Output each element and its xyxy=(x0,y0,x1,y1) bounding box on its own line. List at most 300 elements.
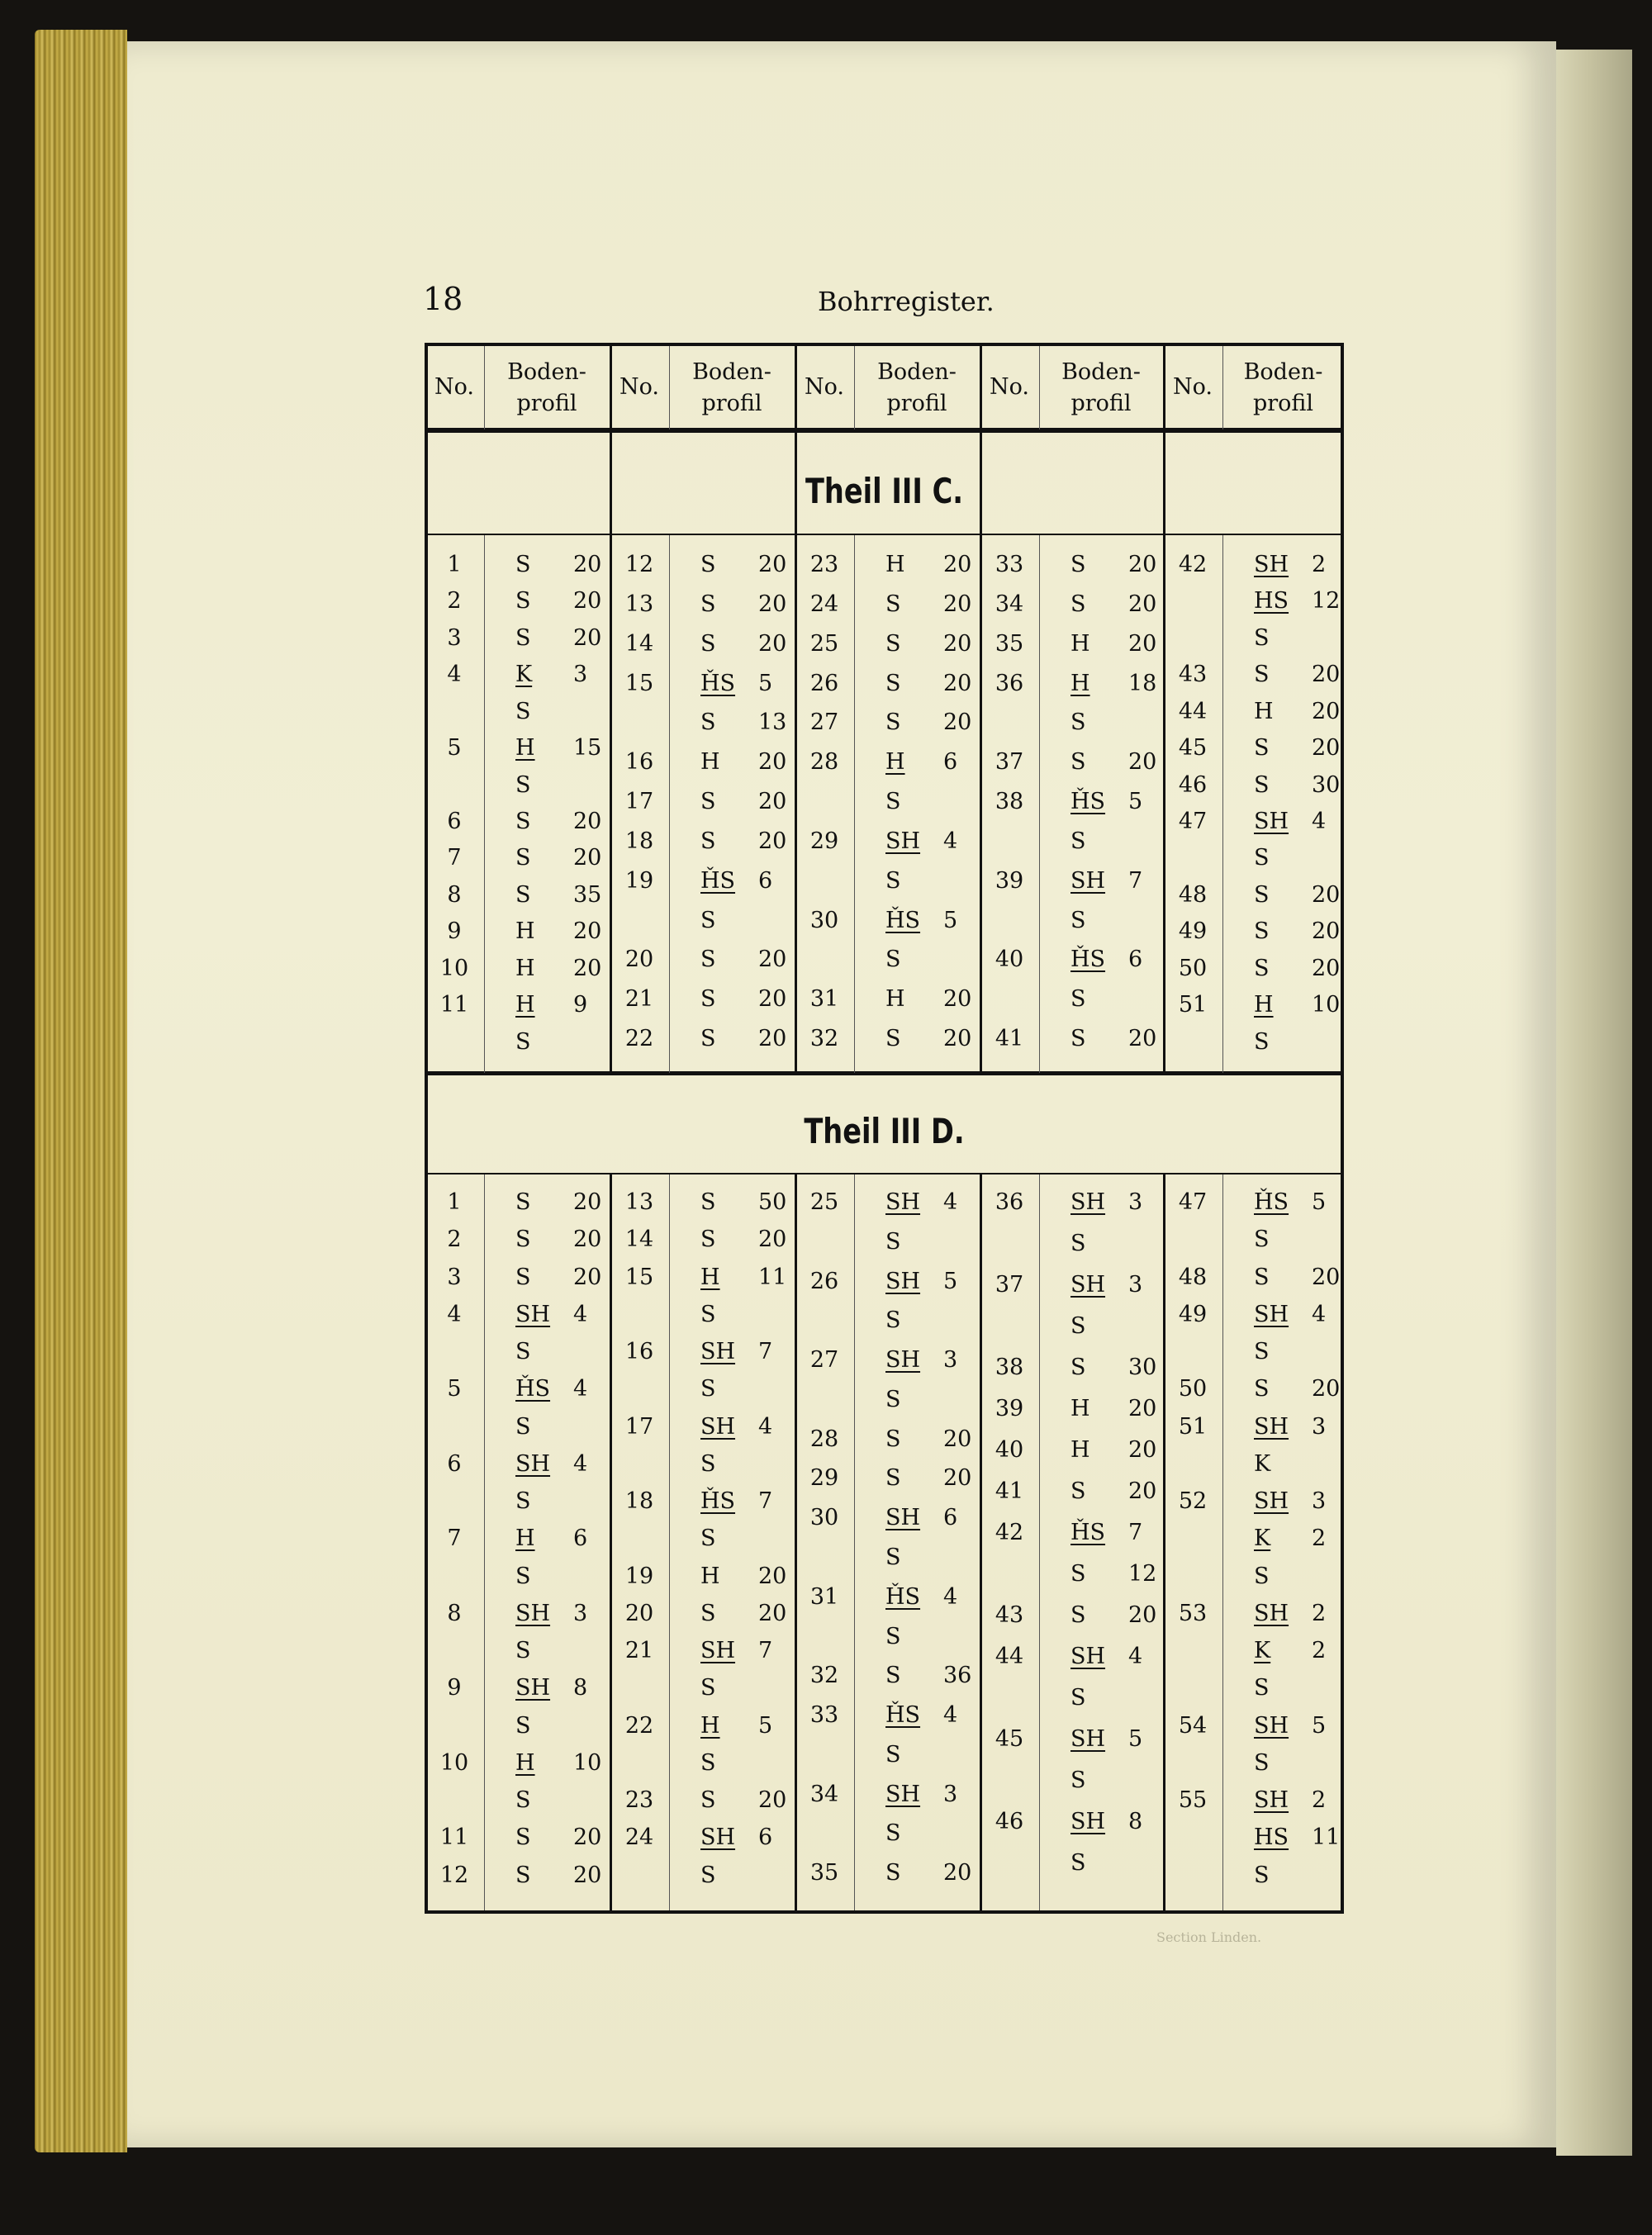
bodenprofil-cell xyxy=(700,1638,808,1664)
bodenprofil-cell xyxy=(700,1376,808,1402)
soil-code: ȞS xyxy=(700,867,736,894)
soil-code: S xyxy=(1070,709,1086,736)
row-number: 11 xyxy=(439,1825,469,1851)
row-number: 53 xyxy=(1178,1600,1208,1626)
row-number: 13 xyxy=(624,591,654,617)
row-number: 16 xyxy=(624,749,654,776)
bodenprofil-cell xyxy=(1070,671,1178,697)
bodenprofil-cell xyxy=(1254,1750,1361,1777)
soil-code: S xyxy=(700,828,716,854)
bodenprofil-cell xyxy=(1070,1726,1178,1753)
bodenprofil-cell xyxy=(700,1414,808,1440)
bodenprofil-cell xyxy=(515,1526,623,1552)
bodenprofil-cell xyxy=(885,1026,993,1052)
bodenprofil-cell xyxy=(515,1638,623,1664)
subcolumn-divider xyxy=(854,535,855,1073)
depth-value: 20 xyxy=(1128,1396,1157,1421)
row-number: 38 xyxy=(995,1355,1024,1380)
bodenprofil-cell xyxy=(1070,1850,1178,1877)
soil-code: S xyxy=(885,789,901,815)
soil-code: S xyxy=(515,1413,531,1440)
soil-code: H xyxy=(1254,698,1274,724)
bodenprofil-cell xyxy=(885,1387,993,1413)
bodenprofil-cell xyxy=(700,1862,808,1889)
depth-value: 5 xyxy=(943,1268,958,1294)
header-bodenprofil xyxy=(1222,357,1344,420)
bodenprofil-cell xyxy=(1070,1561,1178,1587)
bodenprofil-cell xyxy=(1070,1437,1178,1464)
row-number: 45 xyxy=(1178,735,1208,762)
depth-value: 4 xyxy=(758,1413,773,1440)
row-number: 49 xyxy=(1178,918,1208,945)
bodenprofil-cell xyxy=(885,1189,993,1216)
depth-value: 50 xyxy=(758,1189,787,1215)
depth-value: 30 xyxy=(1312,771,1341,798)
depth-value: 20 xyxy=(943,986,972,1013)
header-bodenprofil-line: Boden- xyxy=(692,359,771,385)
soil-code: S xyxy=(885,670,901,696)
soil-code: SH xyxy=(1254,1600,1289,1626)
soil-code: H xyxy=(700,749,720,776)
subcolumn-divider xyxy=(669,346,670,429)
soil-code: SH xyxy=(1070,1272,1106,1298)
row-number: 54 xyxy=(1178,1712,1208,1739)
bodenprofil-cell xyxy=(885,1782,993,1808)
header-bodenprofil-line: profil xyxy=(1070,391,1132,416)
subcolumn-divider xyxy=(1222,346,1223,429)
depth-value: 20 xyxy=(758,1026,787,1052)
row-number: 19 xyxy=(624,867,654,894)
bodenprofil-cell xyxy=(1070,1478,1178,1505)
soil-code: S xyxy=(515,1563,531,1589)
depth-value: 7 xyxy=(758,1339,773,1365)
bodenprofil-cell xyxy=(885,908,993,934)
row-number: 20 xyxy=(624,1600,654,1626)
bodenprofil-cell xyxy=(1254,1825,1361,1851)
depth-value: 20 xyxy=(573,1189,602,1215)
depth-value: 20 xyxy=(758,947,787,973)
bodenprofil-cell xyxy=(515,809,623,835)
soil-code: S xyxy=(515,698,531,724)
row-number: 49 xyxy=(1178,1301,1208,1327)
soil-code: S xyxy=(700,1450,716,1477)
row-number: 48 xyxy=(1178,881,1208,908)
row-number: 29 xyxy=(809,1465,839,1492)
soil-code: S xyxy=(700,1189,716,1215)
depth-value: 20 xyxy=(573,1862,602,1888)
row-number: 2 xyxy=(447,1227,462,1253)
soil-code: S xyxy=(700,1526,716,1552)
soil-code: SH xyxy=(515,1675,551,1701)
row-number: 11 xyxy=(439,992,469,1018)
bodenprofil-cell xyxy=(1070,1189,1178,1216)
depth-value: 20 xyxy=(573,1825,602,1851)
header-bodenprofil-line: profil xyxy=(886,391,947,416)
subcolumn-divider xyxy=(484,1174,485,1910)
row-number: 4 xyxy=(447,1301,462,1327)
bodenprofil-cell xyxy=(515,1189,623,1216)
soil-code: SH xyxy=(700,1413,736,1440)
soil-code: HS xyxy=(1254,588,1289,615)
soil-code: H xyxy=(885,749,905,776)
subcolumn-divider xyxy=(484,535,485,1073)
bodenprofil-cell xyxy=(700,709,808,736)
header-bodenprofil-line: profil xyxy=(1252,391,1314,416)
bodenprofil-cell xyxy=(1254,1339,1361,1365)
soil-code: S xyxy=(700,947,716,973)
soil-code: ȞS xyxy=(885,1702,921,1729)
soil-code: S xyxy=(700,1026,716,1052)
bodenprofil-cell xyxy=(1070,591,1178,618)
row-number: 12 xyxy=(624,552,654,577)
depth-value: 20 xyxy=(758,552,787,577)
row-number: 50 xyxy=(1178,1376,1208,1402)
bodenprofil-cell xyxy=(1070,1768,1178,1794)
depth-value: 2 xyxy=(1312,1787,1327,1814)
soil-code: SH xyxy=(515,1600,551,1626)
soil-code: S xyxy=(1254,771,1270,798)
row-number: 33 xyxy=(809,1702,839,1729)
bodenprofil-cell xyxy=(515,1750,623,1777)
soil-code: S xyxy=(515,552,531,577)
row-number: 31 xyxy=(809,986,839,1013)
depth-value: 3 xyxy=(1128,1189,1143,1215)
column-divider xyxy=(610,1174,612,1910)
header-rule xyxy=(425,428,1344,433)
bodenprofil-cell xyxy=(515,1787,623,1814)
row-number: 36 xyxy=(995,1189,1024,1215)
bodenprofil-cell xyxy=(1254,625,1361,652)
bodenprofil-cell xyxy=(700,789,808,815)
soil-code: ȞS xyxy=(1070,789,1106,815)
row-number: 47 xyxy=(1178,1189,1208,1215)
header-bodenprofil-line: Boden- xyxy=(1061,359,1141,385)
soil-code: K xyxy=(1254,1526,1271,1552)
section-title-rule xyxy=(425,1173,1344,1174)
bodenprofil-cell xyxy=(1254,552,1361,578)
depth-value: 4 xyxy=(573,1376,588,1402)
depth-value: 20 xyxy=(1312,735,1341,762)
bodenprofil-cell xyxy=(1254,1564,1361,1590)
depth-value: 11 xyxy=(758,1264,787,1290)
bodenprofil-cell xyxy=(700,986,808,1013)
depth-value: 20 xyxy=(573,624,602,651)
bodenprofil-cell xyxy=(1254,1526,1361,1552)
soil-code: S xyxy=(885,1307,901,1334)
soil-code: H xyxy=(1070,630,1090,657)
soil-code: S xyxy=(1254,955,1270,981)
bodenprofil-cell xyxy=(515,772,623,799)
bodenprofil-cell xyxy=(1070,1520,1178,1546)
bodenprofil-cell xyxy=(1070,947,1178,973)
bodenprofil-cell xyxy=(885,1820,993,1847)
bodenprofil-cell xyxy=(1070,986,1178,1013)
bodenprofil-cell xyxy=(1254,809,1361,835)
soil-code: S xyxy=(700,630,716,657)
soil-code: S xyxy=(885,630,901,657)
soil-code: S xyxy=(1254,1563,1270,1589)
depth-value: 20 xyxy=(1312,662,1341,688)
bodenprofil-cell xyxy=(1254,1862,1361,1889)
row-number: 12 xyxy=(439,1862,469,1888)
bodenprofil-cell xyxy=(885,789,993,815)
soil-code: H xyxy=(1070,1396,1090,1421)
row-number: 17 xyxy=(624,1413,654,1440)
row-number: 29 xyxy=(809,828,839,854)
row-number: 15 xyxy=(624,670,654,696)
soil-code: S xyxy=(1070,552,1086,577)
row-number: 38 xyxy=(995,789,1024,815)
soil-code: S xyxy=(700,552,716,577)
depth-value: 20 xyxy=(943,1026,972,1052)
bodenprofil-cell xyxy=(1070,749,1178,776)
soil-code: S xyxy=(1070,749,1086,776)
bodenprofil-cell xyxy=(885,709,993,736)
book-page-edges xyxy=(35,30,127,2152)
column-divider xyxy=(795,535,797,1073)
bodenprofil-cell xyxy=(1070,1644,1178,1670)
soil-code: S xyxy=(1254,1264,1270,1290)
soil-code: S xyxy=(1070,1478,1086,1504)
depth-value: 20 xyxy=(1128,630,1157,657)
depth-value: 6 xyxy=(758,1825,773,1851)
soil-code: S xyxy=(515,771,531,798)
soil-code: H xyxy=(515,918,535,945)
depth-value: 20 xyxy=(943,552,972,577)
running-head: Bohrregister. xyxy=(818,286,995,317)
bodenprofil-cell xyxy=(885,1663,993,1689)
bodenprofil-cell xyxy=(515,1376,623,1402)
depth-value: 20 xyxy=(943,670,972,696)
bodenprofil-cell xyxy=(885,631,993,657)
bodenprofil-cell xyxy=(1254,1189,1361,1216)
depth-value: 20 xyxy=(573,552,602,577)
row-number: 7 xyxy=(447,1526,462,1552)
row-number: 37 xyxy=(995,749,1024,776)
bodenprofil-cell xyxy=(700,1227,808,1253)
bodenprofil-cell xyxy=(885,1347,993,1374)
depth-value: 2 xyxy=(1312,552,1327,577)
depth-value: 5 xyxy=(1312,1712,1327,1739)
row-number: 40 xyxy=(995,1437,1024,1463)
soil-code: S xyxy=(885,1426,901,1452)
depth-value: 20 xyxy=(1312,955,1341,981)
row-number: 22 xyxy=(624,1026,654,1052)
soil-code: S xyxy=(1070,591,1086,617)
depth-value: 20 xyxy=(1128,552,1157,577)
header-no: No. xyxy=(990,374,1029,400)
depth-value: 20 xyxy=(758,828,787,854)
depth-value: 20 xyxy=(758,749,787,776)
soil-code: S xyxy=(1254,735,1270,762)
soil-code: H xyxy=(700,1712,720,1739)
bodenprofil-cell xyxy=(515,1488,623,1515)
depth-value: 15 xyxy=(573,735,602,762)
soil-code: S xyxy=(515,1339,531,1365)
row-number: 55 xyxy=(1178,1787,1208,1814)
soil-code: S xyxy=(885,1663,901,1689)
row-number: 3 xyxy=(447,624,462,651)
depth-value: 20 xyxy=(573,1264,602,1290)
bodenprofil-cell xyxy=(1254,845,1361,871)
bodenprofil-cell xyxy=(1254,735,1361,762)
bodenprofil-cell xyxy=(700,671,808,697)
bodenprofil-cell xyxy=(700,947,808,973)
depth-value: 5 xyxy=(758,670,773,696)
bodenprofil-cell xyxy=(1254,1265,1361,1291)
depth-value: 5 xyxy=(1128,1726,1143,1752)
row-number: 5 xyxy=(447,1376,462,1402)
row-number: 36 xyxy=(995,670,1024,696)
depth-value: 20 xyxy=(1128,1026,1157,1052)
bodenprofil-cell xyxy=(700,868,808,894)
depth-value: 10 xyxy=(573,1749,602,1776)
bodenprofil-cell xyxy=(700,552,808,578)
row-number: 5 xyxy=(447,735,462,762)
bodenprofil-cell xyxy=(515,845,623,871)
depth-value: 20 xyxy=(758,1600,787,1626)
bodenprofil-cell xyxy=(1254,882,1361,909)
depth-value: 4 xyxy=(943,1583,958,1610)
row-number: 39 xyxy=(995,1396,1024,1421)
bodenprofil-cell xyxy=(1070,552,1178,578)
soil-code: S xyxy=(515,1862,531,1888)
soil-code: H xyxy=(515,992,535,1018)
depth-value: 3 xyxy=(1312,1488,1327,1515)
bodenprofil-cell xyxy=(700,1750,808,1777)
soil-code: S xyxy=(515,845,531,871)
depth-value: 20 xyxy=(758,630,787,657)
depth-value: 6 xyxy=(573,1526,588,1552)
depth-value: 20 xyxy=(943,1426,972,1452)
depth-value: 7 xyxy=(1128,867,1143,894)
row-number: 15 xyxy=(624,1264,654,1290)
soil-code: SH xyxy=(885,1189,921,1215)
row-number: 40 xyxy=(995,947,1024,973)
soil-code: S xyxy=(515,1712,531,1739)
soil-code: SH xyxy=(885,1347,921,1374)
header-no: No. xyxy=(805,374,844,400)
bodenprofil-cell xyxy=(1254,1638,1361,1664)
soil-code: SH xyxy=(1254,1787,1289,1814)
bodenprofil-cell xyxy=(1070,1231,1178,1257)
soil-code: S xyxy=(1070,1768,1086,1793)
depth-value: 6 xyxy=(943,1505,958,1531)
bodenprofil-cell xyxy=(515,918,623,945)
soil-code: SH xyxy=(885,828,921,854)
bodenprofil-cell xyxy=(1070,1026,1178,1052)
bodenprofil-cell xyxy=(700,908,808,934)
soil-code: S xyxy=(1254,845,1270,871)
header-bodenprofil-line: Boden- xyxy=(877,359,957,385)
facing-page-edge xyxy=(1556,50,1632,2156)
soil-code: SH xyxy=(1254,1301,1289,1327)
subcolumn-divider xyxy=(854,346,855,429)
soil-code: SH xyxy=(1070,1644,1106,1669)
soil-code: SH xyxy=(1254,1712,1289,1739)
bodenprofil-cell xyxy=(1070,1313,1178,1340)
soil-code: S xyxy=(1254,1862,1270,1888)
depth-value: 2 xyxy=(1312,1526,1327,1552)
row-number: 22 xyxy=(624,1712,654,1739)
subcolumn-divider xyxy=(1039,346,1040,429)
depth-value: 6 xyxy=(943,749,958,776)
depth-value: 20 xyxy=(573,845,602,871)
row-number: 47 xyxy=(1178,809,1208,834)
row-number: 19 xyxy=(624,1563,654,1589)
soil-code: S xyxy=(515,809,531,834)
bodenprofil-cell xyxy=(700,1713,808,1739)
row-number: 51 xyxy=(1178,992,1208,1018)
subcolumn-divider xyxy=(1039,1174,1040,1910)
soil-code: K xyxy=(515,662,533,688)
soil-code: S xyxy=(515,624,531,651)
row-number: 8 xyxy=(447,881,462,908)
soil-code: H xyxy=(515,1526,535,1552)
depth-value: 20 xyxy=(573,918,602,945)
depth-value: 6 xyxy=(1128,947,1143,973)
bodenprofil-cell xyxy=(515,625,623,652)
depth-value: 4 xyxy=(573,1301,588,1327)
depth-value: 36 xyxy=(943,1663,972,1689)
bodenprofil-cell xyxy=(700,1601,808,1627)
soil-code: H xyxy=(1254,992,1274,1018)
bodenprofil-cell xyxy=(515,735,623,762)
bodenprofil-cell xyxy=(1070,828,1178,855)
soil-code: ȞS xyxy=(700,1488,736,1515)
row-number: 1 xyxy=(447,1189,462,1215)
bodenprofil-cell xyxy=(515,1675,623,1701)
row-number: 2 xyxy=(447,588,462,615)
bodenprofil-cell xyxy=(1070,908,1178,934)
bodenprofil-cell xyxy=(1070,1355,1178,1381)
soil-code: SH xyxy=(1254,809,1289,834)
soil-code: H xyxy=(515,955,535,981)
soil-code: S xyxy=(885,1623,901,1649)
soil-code: S xyxy=(885,591,901,617)
soil-code: S xyxy=(885,1386,901,1412)
bodenprofil-cell xyxy=(515,1564,623,1590)
soil-code: S xyxy=(885,1820,901,1847)
bodenprofil-cell xyxy=(1254,1227,1361,1253)
soil-code: S xyxy=(885,1545,901,1570)
bodenprofil-cell xyxy=(1070,631,1178,657)
bodenprofil-cell xyxy=(885,591,993,618)
bodenprofil-cell xyxy=(1254,918,1361,945)
soil-code: S xyxy=(700,1301,716,1327)
soil-code: S xyxy=(1070,907,1086,933)
soil-code: S xyxy=(1254,1749,1270,1776)
section-divider-rule xyxy=(425,1071,1344,1075)
row-number: 39 xyxy=(995,867,1024,894)
depth-value: 4 xyxy=(1312,809,1327,834)
bodenprofil-cell xyxy=(885,1229,993,1255)
bodenprofil-cell xyxy=(1070,1809,1178,1835)
depth-value: 3 xyxy=(1312,1413,1327,1440)
depth-value: 20 xyxy=(573,955,602,981)
subcolumn-divider xyxy=(854,1174,855,1910)
bodenprofil-cell xyxy=(1254,1414,1361,1440)
bodenprofil-cell xyxy=(515,1302,623,1328)
bodenprofil-cell xyxy=(700,591,808,618)
soil-code: ȞS xyxy=(700,670,736,696)
header-no: No. xyxy=(620,374,659,400)
soil-code: S xyxy=(885,1465,901,1492)
bodenprofil-cell xyxy=(700,1675,808,1701)
soil-code: S xyxy=(515,1787,531,1814)
bodenprofil-cell xyxy=(515,1029,623,1056)
bodenprofil-cell xyxy=(700,1302,808,1328)
